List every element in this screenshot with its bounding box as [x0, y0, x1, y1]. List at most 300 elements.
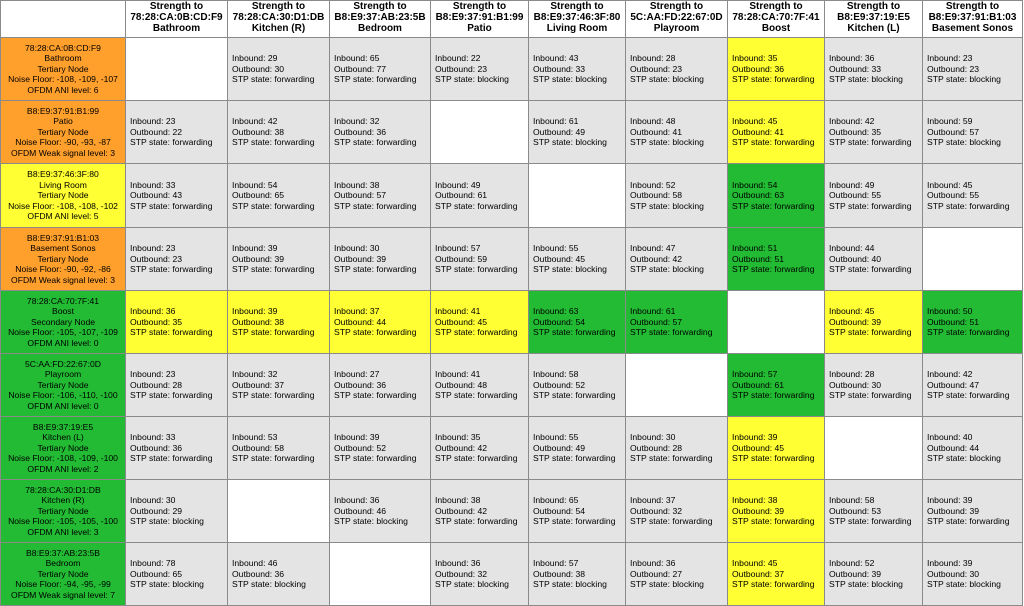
- inbound-value: Inbound: 61: [533, 116, 579, 127]
- strength-cell: [922, 542, 1023, 606]
- strength-cell: [125, 163, 228, 228]
- self-cell: [824, 416, 923, 480]
- node-name: Patio: [53, 116, 73, 127]
- outbound-value: Outbound: 22: [130, 126, 183, 137]
- inbound-value: Inbound: 36: [130, 306, 176, 317]
- stp-state: STP state: blocking: [533, 579, 607, 590]
- outbound-value: Outbound: 42: [630, 253, 683, 264]
- stp-state: STP state: blocking: [630, 137, 704, 148]
- outbound-value: Outbound: 65: [232, 190, 285, 201]
- inbound-value: Inbound: 32: [334, 116, 380, 127]
- strength-cell: [125, 290, 228, 354]
- strength-cell: [430, 290, 529, 354]
- stp-state: STP state: blocking: [927, 579, 1001, 590]
- self-cell: [625, 353, 728, 417]
- node-name: Kitchen (L): [42, 432, 84, 443]
- stp-state: STP state: forwarding: [334, 74, 417, 85]
- outbound-value: Outbound: 36: [130, 442, 183, 453]
- row-header-node: [0, 37, 126, 101]
- outbound-value: Outbound: 29: [130, 505, 183, 516]
- node-mac: B8:E9:37:91:B1:99: [26, 105, 100, 116]
- inbound-value: Inbound: 50: [927, 306, 973, 317]
- node-ofdm-level: OFDM ANI level: 6: [27, 84, 99, 95]
- column-header-mac: B8:E9:37:46:3F:80: [533, 12, 621, 23]
- column-header-name: Kitchen (R): [251, 23, 306, 34]
- strength-cell: [227, 37, 330, 101]
- strength-cell: [329, 416, 431, 480]
- inbound-value: Inbound: 45: [927, 179, 973, 190]
- outbound-value: Outbound: 38: [232, 316, 285, 327]
- column-header: [125, 0, 228, 38]
- self-cell: [922, 227, 1023, 291]
- inbound-value: Inbound: 39: [232, 306, 278, 317]
- row-header-node: [0, 290, 126, 354]
- column-header-prefix: Strength to: [749, 1, 803, 12]
- outbound-value: Outbound: 57: [630, 316, 683, 327]
- column-header-prefix: Strength to: [649, 1, 704, 12]
- node-ofdm-level: OFDM Weak signal level: 3: [11, 274, 115, 285]
- strength-cell: [824, 163, 923, 228]
- outbound-value: Outbound: 59: [435, 253, 488, 264]
- column-header-prefix: Strength to: [452, 1, 507, 12]
- outbound-value: Outbound: 51: [927, 316, 980, 327]
- strength-cell: [125, 227, 228, 291]
- stp-state: STP state: forwarding: [232, 137, 315, 148]
- outbound-value: Outbound: 42: [435, 442, 488, 453]
- strength-cell: [824, 479, 923, 543]
- strength-cell: [922, 353, 1023, 417]
- stp-state: STP state: forwarding: [630, 453, 713, 464]
- inbound-value: Inbound: 33: [130, 179, 176, 190]
- inbound-value: Inbound: 28: [829, 369, 875, 380]
- outbound-value: Outbound: 49: [533, 442, 586, 453]
- stp-state: STP state: blocking: [435, 579, 509, 590]
- strength-cell: [329, 290, 431, 354]
- stp-state: STP state: forwarding: [334, 327, 417, 338]
- stp-state: STP state: forwarding: [232, 74, 315, 85]
- inbound-value: Inbound: 65: [334, 53, 380, 64]
- column-header-prefix: Strength to: [945, 1, 1000, 12]
- stp-state: STP state: forwarding: [232, 264, 315, 275]
- inbound-value: Inbound: 22: [435, 53, 481, 64]
- stp-state: STP state: forwarding: [829, 200, 912, 211]
- inbound-value: Inbound: 39: [927, 495, 973, 506]
- self-cell: [727, 290, 825, 354]
- node-role: Secondary Node: [30, 316, 96, 327]
- outbound-value: Outbound: 36: [334, 379, 387, 390]
- outbound-value: Outbound: 46: [334, 505, 387, 516]
- node-ofdm-level: OFDM Weak signal level: 3: [11, 147, 115, 158]
- inbound-value: Inbound: 42: [829, 116, 875, 127]
- strength-cell: [329, 353, 431, 417]
- inbound-value: Inbound: 23: [927, 53, 973, 64]
- node-ofdm-level: OFDM ANI level: 0: [27, 337, 99, 348]
- inbound-value: Inbound: 42: [927, 369, 973, 380]
- stp-state: STP state: forwarding: [732, 516, 815, 527]
- outbound-value: Outbound: 39: [927, 505, 980, 516]
- inbound-value: Inbound: 35: [435, 432, 481, 443]
- stp-state: STP state: forwarding: [732, 264, 815, 275]
- stp-state: STP state: forwarding: [732, 137, 815, 148]
- stp-state: STP state: blocking: [630, 264, 704, 275]
- strength-cell: [625, 227, 728, 291]
- inbound-value: Inbound: 28: [630, 53, 676, 64]
- inbound-value: Inbound: 47: [630, 243, 676, 254]
- stp-state: STP state: forwarding: [533, 516, 616, 527]
- node-noise-floor: Noise Floor: -108, -109, -107: [8, 74, 118, 85]
- row-header-node: [0, 416, 126, 480]
- outbound-value: Outbound: 49: [533, 126, 586, 137]
- inbound-value: Inbound: 65: [533, 495, 579, 506]
- stp-state: STP state: blocking: [927, 453, 1001, 464]
- outbound-value: Outbound: 53: [829, 505, 882, 516]
- stp-state: STP state: forwarding: [435, 200, 518, 211]
- inbound-value: Inbound: 33: [130, 432, 176, 443]
- inbound-value: Inbound: 59: [927, 116, 973, 127]
- strength-cell: [227, 542, 330, 606]
- stp-state: STP state: forwarding: [334, 137, 417, 148]
- stp-state: STP state: forwarding: [927, 200, 1010, 211]
- stp-state: STP state: forwarding: [927, 390, 1010, 401]
- strength-cell: [824, 227, 923, 291]
- strength-cell: [125, 100, 228, 164]
- inbound-value: Inbound: 52: [829, 558, 875, 569]
- stp-state: STP state: forwarding: [130, 453, 213, 464]
- inbound-value: Inbound: 35: [732, 53, 778, 64]
- inbound-value: Inbound: 46: [232, 558, 278, 569]
- inbound-value: Inbound: 39: [232, 243, 278, 254]
- inbound-value: Inbound: 54: [732, 179, 778, 190]
- node-role: Tertiary Node: [37, 568, 89, 579]
- stp-state: STP state: blocking: [927, 137, 1001, 148]
- outbound-value: Outbound: 23: [435, 63, 488, 74]
- strength-cell: [528, 353, 626, 417]
- inbound-value: Inbound: 36: [630, 558, 676, 569]
- node-role: Tertiary Node: [37, 253, 89, 264]
- stp-state: STP state: forwarding: [435, 264, 518, 275]
- strength-cell: [329, 163, 431, 228]
- column-header-name: Bathroom: [152, 23, 201, 34]
- strength-cell: [727, 100, 825, 164]
- column-header: [227, 0, 330, 38]
- column-header-prefix: Strength to: [149, 1, 204, 12]
- node-mac: B8:E9:37:19:E5: [32, 421, 94, 432]
- column-header-mac: 5C:AA:FD:22:67:0D: [630, 12, 723, 23]
- outbound-value: Outbound: 39: [732, 505, 785, 516]
- stp-state: STP state: blocking: [630, 200, 704, 211]
- stp-state: STP state: forwarding: [334, 390, 417, 401]
- strength-cell: [922, 479, 1023, 543]
- stp-state: STP state: forwarding: [533, 390, 616, 401]
- strength-cell: [922, 290, 1023, 354]
- strength-cell: [922, 37, 1023, 101]
- inbound-value: Inbound: 36: [829, 53, 875, 64]
- column-header-prefix: Strength to: [550, 1, 604, 12]
- outbound-value: Outbound: 39: [334, 253, 387, 264]
- column-header-mac: B8:E9:37:AB:23:5B: [334, 12, 426, 23]
- stp-state: STP state: forwarding: [533, 327, 616, 338]
- stp-state: STP state: forwarding: [630, 516, 713, 527]
- stp-state: STP state: forwarding: [130, 200, 213, 211]
- column-header: [329, 0, 431, 38]
- inbound-value: Inbound: 63: [533, 306, 579, 317]
- strength-cell: [227, 100, 330, 164]
- outbound-value: Outbound: 52: [533, 379, 586, 390]
- self-cell: [528, 163, 626, 228]
- node-name: Living Room: [39, 179, 87, 190]
- inbound-value: Inbound: 48: [630, 116, 676, 127]
- outbound-value: Outbound: 41: [732, 126, 785, 137]
- node-ofdm-level: OFDM ANI level: 3: [27, 526, 99, 537]
- node-noise-floor: Noise Floor: -94, -95, -99: [15, 579, 111, 590]
- node-mac: B8:E9:37:AB:23:5B: [25, 547, 101, 558]
- column-header: [824, 0, 923, 38]
- node-noise-floor: Noise Floor: -106, -110, -100: [8, 390, 118, 401]
- self-cell: [125, 37, 228, 101]
- inbound-value: Inbound: 41: [435, 369, 481, 380]
- strength-cell: [727, 227, 825, 291]
- outbound-value: Outbound: 52: [334, 442, 387, 453]
- stp-state: STP state: forwarding: [829, 390, 912, 401]
- outbound-value: Outbound: 48: [435, 379, 488, 390]
- inbound-value: Inbound: 23: [130, 243, 176, 254]
- outbound-value: Outbound: 51: [732, 253, 785, 264]
- inbound-value: Inbound: 52: [630, 179, 676, 190]
- inbound-value: Inbound: 23: [130, 369, 176, 380]
- stp-state: STP state: blocking: [829, 579, 903, 590]
- stp-state: STP state: forwarding: [435, 327, 518, 338]
- inbound-value: Inbound: 45: [732, 116, 778, 127]
- outbound-value: Outbound: 27: [630, 568, 683, 579]
- outbound-value: Outbound: 39: [829, 316, 882, 327]
- node-mac: B8:E9:37:91:B1:03: [26, 232, 100, 243]
- inbound-value: Inbound: 30: [334, 243, 380, 254]
- inbound-value: Inbound: 58: [533, 369, 579, 380]
- inbound-value: Inbound: 57: [533, 558, 579, 569]
- outbound-value: Outbound: 28: [130, 379, 183, 390]
- inbound-value: Inbound: 42: [232, 116, 278, 127]
- outbound-value: Outbound: 35: [130, 316, 183, 327]
- stp-state: STP state: blocking: [232, 579, 306, 590]
- column-header-mac: B8:E9:37:91:B1:99: [435, 12, 524, 23]
- stp-state: STP state: blocking: [435, 74, 509, 85]
- stp-state: STP state: blocking: [334, 516, 408, 527]
- node-role: Tertiary Node: [37, 126, 89, 137]
- column-header-name: Bedroom: [358, 23, 402, 34]
- row-header-node: [0, 353, 126, 417]
- stp-state: STP state: blocking: [130, 579, 204, 590]
- stp-state: STP state: blocking: [533, 74, 607, 85]
- inbound-value: Inbound: 44: [829, 243, 875, 254]
- stp-state: STP state: forwarding: [232, 200, 315, 211]
- strength-cell: [922, 163, 1023, 228]
- inbound-value: Inbound: 45: [732, 558, 778, 569]
- strength-cell: [625, 290, 728, 354]
- outbound-value: Outbound: 30: [829, 379, 882, 390]
- inbound-value: Inbound: 27: [334, 369, 380, 380]
- stp-state: STP state: forwarding: [232, 390, 315, 401]
- inbound-value: Inbound: 39: [927, 558, 973, 569]
- outbound-value: Outbound: 36: [732, 63, 785, 74]
- outbound-value: Outbound: 37: [232, 379, 285, 390]
- strength-cell: [329, 227, 431, 291]
- stp-state: STP state: forwarding: [130, 390, 213, 401]
- outbound-value: Outbound: 41: [630, 126, 683, 137]
- column-header: [430, 0, 529, 38]
- node-ofdm-level: OFDM ANI level: 5: [27, 211, 99, 222]
- stp-state: STP state: forwarding: [130, 137, 213, 148]
- outbound-value: Outbound: 44: [927, 442, 980, 453]
- strength-cell: [625, 416, 728, 480]
- outbound-value: Outbound: 54: [533, 505, 586, 516]
- inbound-value: Inbound: 38: [435, 495, 481, 506]
- strength-cell: [329, 479, 431, 543]
- strength-cell: [430, 479, 529, 543]
- inbound-value: Inbound: 78: [130, 558, 176, 569]
- stp-state: STP state: forwarding: [829, 516, 912, 527]
- stp-state: STP state: forwarding: [927, 327, 1010, 338]
- strength-cell: [824, 353, 923, 417]
- node-name: Kitchen (R): [41, 495, 85, 506]
- column-header: [625, 0, 728, 38]
- stp-state: STP state: forwarding: [829, 264, 912, 275]
- stp-state: STP state: blocking: [630, 579, 704, 590]
- inbound-value: Inbound: 43: [533, 53, 579, 64]
- inbound-value: Inbound: 58: [829, 495, 875, 506]
- outbound-value: Outbound: 57: [334, 190, 387, 201]
- strength-cell: [329, 37, 431, 101]
- strength-cell: [430, 37, 529, 101]
- column-header-prefix: Strength to: [251, 1, 306, 12]
- strength-cell: [625, 163, 728, 228]
- stp-state: STP state: forwarding: [630, 327, 713, 338]
- strength-cell: [528, 416, 626, 480]
- inbound-value: Inbound: 36: [435, 558, 481, 569]
- inbound-value: Inbound: 54: [232, 179, 278, 190]
- outbound-value: Outbound: 23: [927, 63, 980, 74]
- inbound-value: Inbound: 51: [732, 243, 778, 254]
- stp-state: STP state: forwarding: [732, 453, 815, 464]
- node-ofdm-level: OFDM ANI level: 2: [27, 463, 99, 474]
- stp-state: STP state: forwarding: [334, 200, 417, 211]
- inbound-value: Inbound: 23: [130, 116, 176, 127]
- outbound-value: Outbound: 45: [732, 442, 785, 453]
- stp-state: STP state: forwarding: [232, 453, 315, 464]
- inbound-value: Inbound: 36: [334, 495, 380, 506]
- node-noise-floor: Noise Floor: -108, -108, -102: [8, 200, 118, 211]
- node-role: Tertiary Node: [37, 63, 89, 74]
- column-header-name: Kitchen (L): [847, 23, 900, 34]
- node-noise-floor: Noise Floor: -90, -92, -86: [15, 264, 111, 275]
- strength-cell: [430, 542, 529, 606]
- inbound-value: Inbound: 49: [435, 179, 481, 190]
- node-mac: 5C:AA:FD:22:67:0D: [25, 358, 101, 369]
- self-cell: [430, 100, 529, 164]
- column-header-prefix: Strength to: [353, 1, 407, 12]
- stp-state: STP state: forwarding: [732, 200, 815, 211]
- stp-state: STP state: forwarding: [130, 327, 213, 338]
- outbound-value: Outbound: 38: [232, 126, 285, 137]
- node-noise-floor: Noise Floor: -105, -107, -109: [8, 327, 118, 338]
- stp-state: STP state: forwarding: [232, 327, 315, 338]
- column-header-name: Basement Sonos: [931, 23, 1014, 34]
- strength-cell: [528, 37, 626, 101]
- stp-state: STP state: blocking: [927, 74, 1001, 85]
- outbound-value: Outbound: 61: [732, 379, 785, 390]
- outbound-value: Outbound: 43: [130, 190, 183, 201]
- outbound-value: Outbound: 39: [232, 253, 285, 264]
- row-header-node: [0, 100, 126, 164]
- column-header: [727, 0, 825, 38]
- inbound-value: Inbound: 37: [630, 495, 676, 506]
- strength-cell: [824, 37, 923, 101]
- outbound-value: Outbound: 33: [533, 63, 586, 74]
- column-header-mac: 78:28:CA:70:7F:41: [732, 12, 820, 23]
- outbound-value: Outbound: 30: [927, 568, 980, 579]
- column-header-mac: B8:E9:37:19:E5: [837, 12, 910, 23]
- node-name: Bathroom: [44, 53, 82, 64]
- outbound-value: Outbound: 36: [232, 568, 285, 579]
- column-header-mac: 78:28:CA:0B:CD:F9: [130, 12, 223, 23]
- strength-cell: [125, 353, 228, 417]
- node-name: Boost: [52, 306, 74, 317]
- row-header-node: [0, 227, 126, 291]
- outbound-value: Outbound: 35: [829, 126, 882, 137]
- inbound-value: Inbound: 38: [732, 495, 778, 506]
- strength-cell: [227, 353, 330, 417]
- strength-cell: [329, 100, 431, 164]
- outbound-value: Outbound: 36: [334, 126, 387, 137]
- node-name: Playroom: [44, 369, 82, 380]
- outbound-value: Outbound: 58: [630, 190, 683, 201]
- node-noise-floor: Noise Floor: -90, -93, -87: [15, 137, 111, 148]
- node-ofdm-level: OFDM ANI level: 0: [27, 400, 99, 411]
- outbound-value: Outbound: 42: [435, 505, 488, 516]
- outbound-value: Outbound: 45: [533, 253, 586, 264]
- inbound-value: Inbound: 41: [435, 306, 481, 317]
- node-ofdm-level: OFDM Weak signal level: 7: [11, 589, 115, 600]
- stp-state: STP state: forwarding: [130, 264, 213, 275]
- stp-state: STP state: blocking: [630, 74, 704, 85]
- inbound-value: Inbound: 40: [927, 432, 973, 443]
- strength-cell: [430, 227, 529, 291]
- column-header-name: Patio: [467, 23, 492, 34]
- stp-state: STP state: blocking: [829, 74, 903, 85]
- outbound-value: Outbound: 63: [732, 190, 785, 201]
- outbound-value: Outbound: 77: [334, 63, 387, 74]
- strength-cell: [125, 542, 228, 606]
- strength-cell: [727, 163, 825, 228]
- strength-cell: [625, 100, 728, 164]
- stp-state: STP state: forwarding: [435, 453, 518, 464]
- strength-cell: [430, 163, 529, 228]
- outbound-value: Outbound: 39: [829, 568, 882, 579]
- inbound-value: Inbound: 57: [732, 369, 778, 380]
- node-noise-floor: Noise Floor: -108, -109, -100: [8, 453, 118, 464]
- column-header-mac: 78:28:CA:30:D1:DB: [232, 12, 325, 23]
- outbound-value: Outbound: 65: [130, 568, 183, 579]
- outbound-value: Outbound: 57: [927, 126, 980, 137]
- outbound-value: Outbound: 33: [829, 63, 882, 74]
- outbound-value: Outbound: 23: [130, 253, 183, 264]
- strength-cell: [227, 290, 330, 354]
- inbound-value: Inbound: 39: [732, 432, 778, 443]
- column-header-prefix: Strength to: [846, 1, 901, 12]
- stp-state: STP state: forwarding: [435, 390, 518, 401]
- inbound-value: Inbound: 30: [130, 495, 176, 506]
- node-name: Basement Sonos: [30, 243, 96, 254]
- stp-state: STP state: forwarding: [829, 327, 912, 338]
